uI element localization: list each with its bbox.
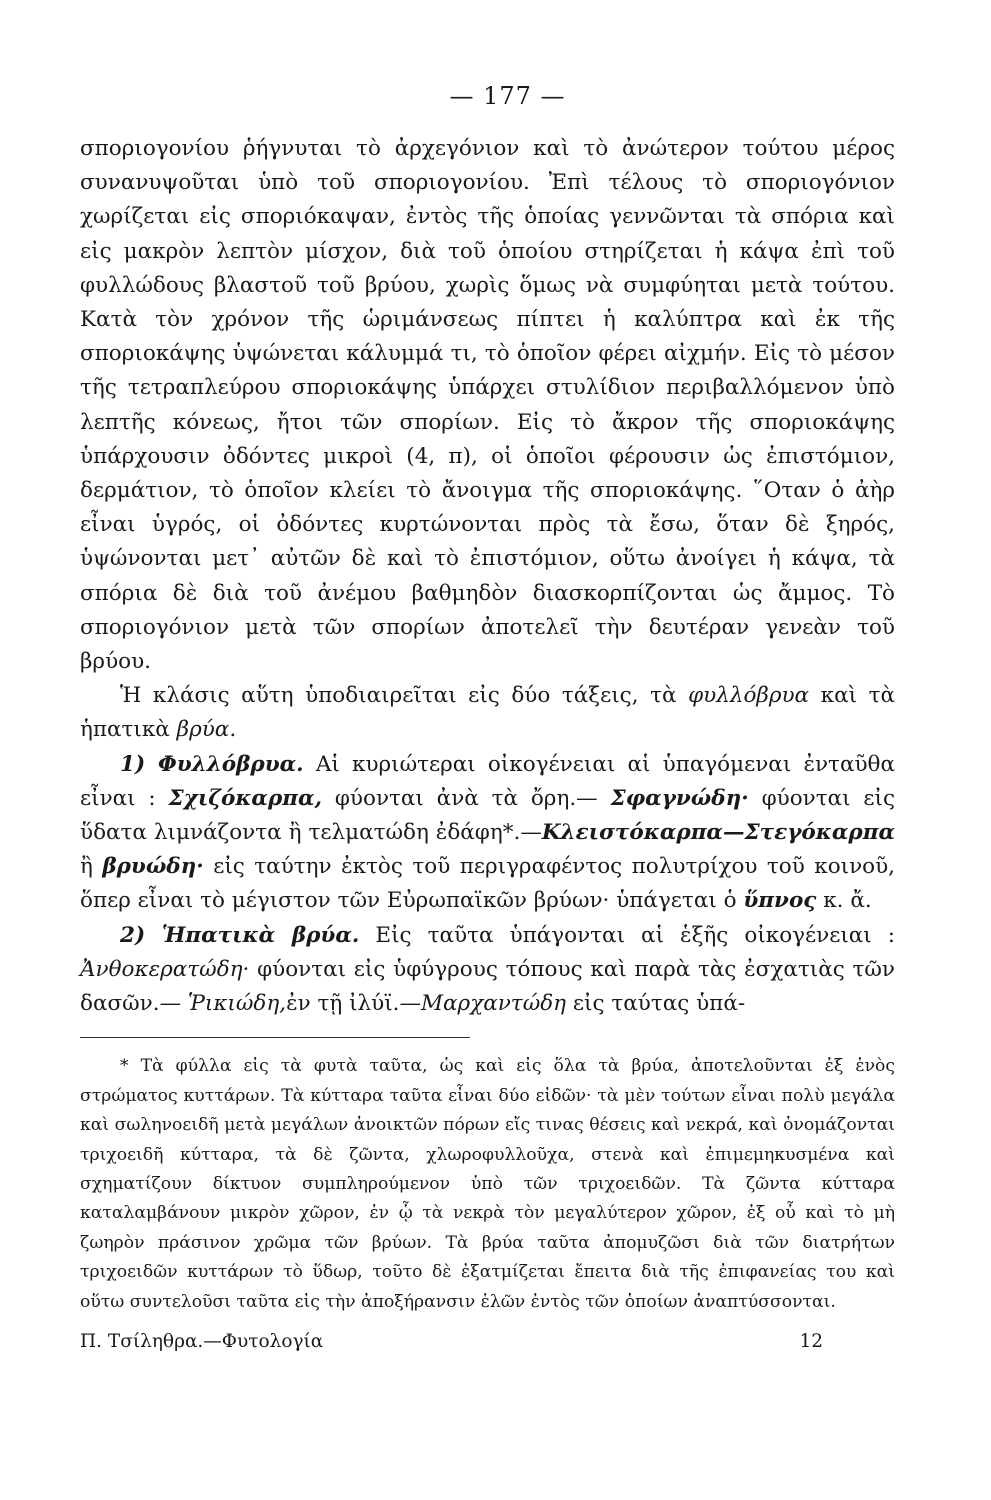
- footnote-divider: [80, 1037, 470, 1038]
- term-fyllovrya: φυλλόβρυα: [688, 683, 810, 709]
- term-marchantodi: Μαρχαντώδη: [421, 991, 567, 1017]
- section-heading-ipatika: 2) Ἡπατικὰ βρύα.: [120, 922, 360, 948]
- paragraph-1-text: σποριογονίου ῥήγνυται τὸ ἀρχεγόνιον καὶ τὸ ἀνώτερον τούτου μέρος συνανυψοῦται ὑπὸ τοῦ σποριογονίου. Ἐπὶ τέλους τὸ σποριογόνιον χωρίζεται εἰς σποριόκαψαν, ἐντὸς τῆς ὁποίας γεννῶνται τὰ σπόρια καὶ εἰς μακρὸν λεπτὸν μίσχον, διὰ τοῦ ὁποίου στηρίζεται ἡ κάψα ἐπὶ τοῦ φυλλώδους βλαστοῦ τοῦ βρύου, χωρὶς ὅμως νὰ συμφύηται μετὰ τούτου. Κατὰ τὸν χρόνον τῆς ὡριμάνσεως πίπτει ἡ καλύπτρα καὶ ἐκ τῆς σποριοκάψης ὑψώνεται κάλυμμά τι, τὸ ὁποῖον φέρει αἰχμήν. Εἰς τὸ μέσον τῆς τετραπλεύρου σποριοκάψης ὑπάρχει στυλίδιον περιβαλλόμενον ὑπὸ λεπτῆς κόνεως, ἤτοι τῶν σπορίων. Εἰς τὸ ἄκρον τῆς σποριοκάψης ὑπάρχουσιν ὀδόντες μικροὶ (4, π), οἱ ὁποῖοι φέρουσιν ὡς ἐπιστόμιον, δερμάτιον, τὸ ὁποῖον κλείει τὸ ἄνοιγμα τῆς σποριοκάψης. ῞Οταν ὁ ἀὴρ εἶναι ὑγρός, οἱ ὀδόντες κυρτώνονται πρὸς τὰ ἔσω, ὅταν δὲ ξηρός, ὑψώνονται μετ᾽ αὐτῶν δὲ καὶ τὸ ἐπιστόμιον, οὕτω ἀνοίγει ἡ κάψα, τὰ σπόρια δὲ διὰ τοῦ ἀνέμου βαθμηδὸν διασκορπίζονται ὡς ἄμμος. Τὸ σποριογόνιον μετὰ τῶν σπορίων ἀποτελεῖ τὴν δευτέραν γενεὰν τοῦ βρύου.: [80, 136, 895, 675]
- body-paragraph-4: [80, 919, 895, 1022]
- p4-text-h: εἰς ταύτας ὑπά-: [566, 991, 746, 1017]
- p2-text-c: καὶ τὰ ἡπατικὰ: [80, 683, 895, 743]
- term-schizokarpa: Σχιζόκαρπα,: [168, 785, 323, 811]
- p3-text-f: φύονται εἰς ὕδατα λιμνάζοντα ἢ τελματώδη ἐδάφη*.—: [80, 785, 895, 846]
- term-vrya: βρύα: [176, 717, 230, 743]
- section-heading-fyllovrya: 1) Φυλλόβρυα.: [120, 751, 304, 777]
- term-sfagnodi: Σφαγνώδη·: [610, 785, 749, 811]
- book-page: [80, 82, 895, 1352]
- p3-text-b: Αἱ κυριώτεραι οἰκογένειαι αἱ ὑπαγόμεναι ἐνταῦθα εἶναι :: [80, 751, 896, 811]
- p2-text-e: .: [229, 717, 237, 743]
- body-paragraph-1: [80, 132, 895, 679]
- p4-text-f: ἐν τῇ ἰλύϊ.—: [286, 991, 422, 1017]
- footer-signature-number: 12: [799, 1330, 823, 1352]
- p4-text-b: Εἰς ταῦτα ὑπάγονται αἱ ἑξῆς οἰκογένειαι :: [359, 922, 896, 948]
- p4-text-d: φύονται εἰς ὑφύγρους τόπους καὶ παρὰ τὰς ἐσχατιὰς τῶν δασῶν.—: [80, 956, 895, 1017]
- p3-text-j: εἰς ταύτην ἐκτὸς τοῦ περιγραφέντος πολυτρίχου τοῦ κοινοῦ, ὅπερ εἶναι τὸ μέγιστον τῶν Εὐρωπαϊκῶν βρύων· ὑπάγεται ὁ: [80, 854, 896, 914]
- body-paragraph-3: [80, 748, 895, 919]
- term-anthokeratodi: Ἀνθοκερατώδη·: [80, 956, 250, 982]
- footnote: * Τὰ φύλλα εἰς τὰ φυτὰ ταῦτα, ὡς καὶ εἰς ὅλα τὰ βρύα, ἀποτελοῦνται ἐξ ἑνὸς στρώματος κυττάρων. Τὰ κύτταρα ταῦτα εἶναι δύο εἰδῶν· τὰ μὲν τούτων εἶναι πολὺ μεγάλα καὶ σωληνοειδῆ μετὰ μεγάλων ἀνοικτῶν πόρων εἴς τινας θέσεις καὶ νεκρά, καὶ ὀνομάζονται τριχοειδῆ κύτταρα, τὰ δὲ ζῶντα, χλωροφυλλοῦχα, στενὰ καὶ ἐπιμεμηκυσμένα καὶ σχηματίζουν δίκτυον συμπληρούμενον ὑπὸ τῶν τριχοειδῶν. Τὰ ζῶντα κύτταρα καταλαμβάνουν μικρὸν χῶρον, ἐν ᾧ τὰ νεκρὰ τὸν μεγαλύτερον χῶρον, ἐξ οὗ καὶ τὸ μὴ ζωηρὸν πράσινον χρῶμα τῶν βρύων. Τὰ βρύα ταῦτα ἀπομυζῶσι διὰ τῶν διατρήτων τριχοειδῶν κυττάρων τὸ ὕδωρ, τοῦτο δὲ ἐξατμίζεται ἔπειτα διὰ τῆς ἐπιφανείας του καὶ οὕτω συντελοῦσι ταῦτα εἰς τὴν ἀποξήρανσιν ἑλῶν ἐντὸς τῶν ὁποίων ἀναπτύσσονται.: [80, 1056, 895, 1312]
- footer-author-title: Π. Τσίληθρα.—Φυτολογία: [80, 1330, 324, 1352]
- p3-text-h: ἢ: [80, 854, 103, 880]
- page-number: — 177 —: [449, 82, 566, 110]
- term-kleistokarpa-stegokarpa: Κλειστόκαρπα—Στεγόκαρπα: [541, 820, 895, 846]
- p3-text-d: φύονται ἀνὰ τὰ ὄρη.—: [322, 785, 611, 811]
- term-ypnos: ὕπνος: [743, 888, 817, 914]
- term-rikiodi: Ῥικιώδη,: [187, 991, 287, 1017]
- p3-text-l: κ. ἄ.: [816, 888, 872, 914]
- page-footer: [80, 1331, 895, 1352]
- term-vryodi: βρυώδη·: [102, 854, 204, 880]
- body-paragraph-2: [80, 679, 895, 747]
- p2-text-a: Ἡ κλάσις αὕτη ὑποδιαιρεῖται εἰς δύο τάξεις, τὰ: [120, 683, 689, 709]
